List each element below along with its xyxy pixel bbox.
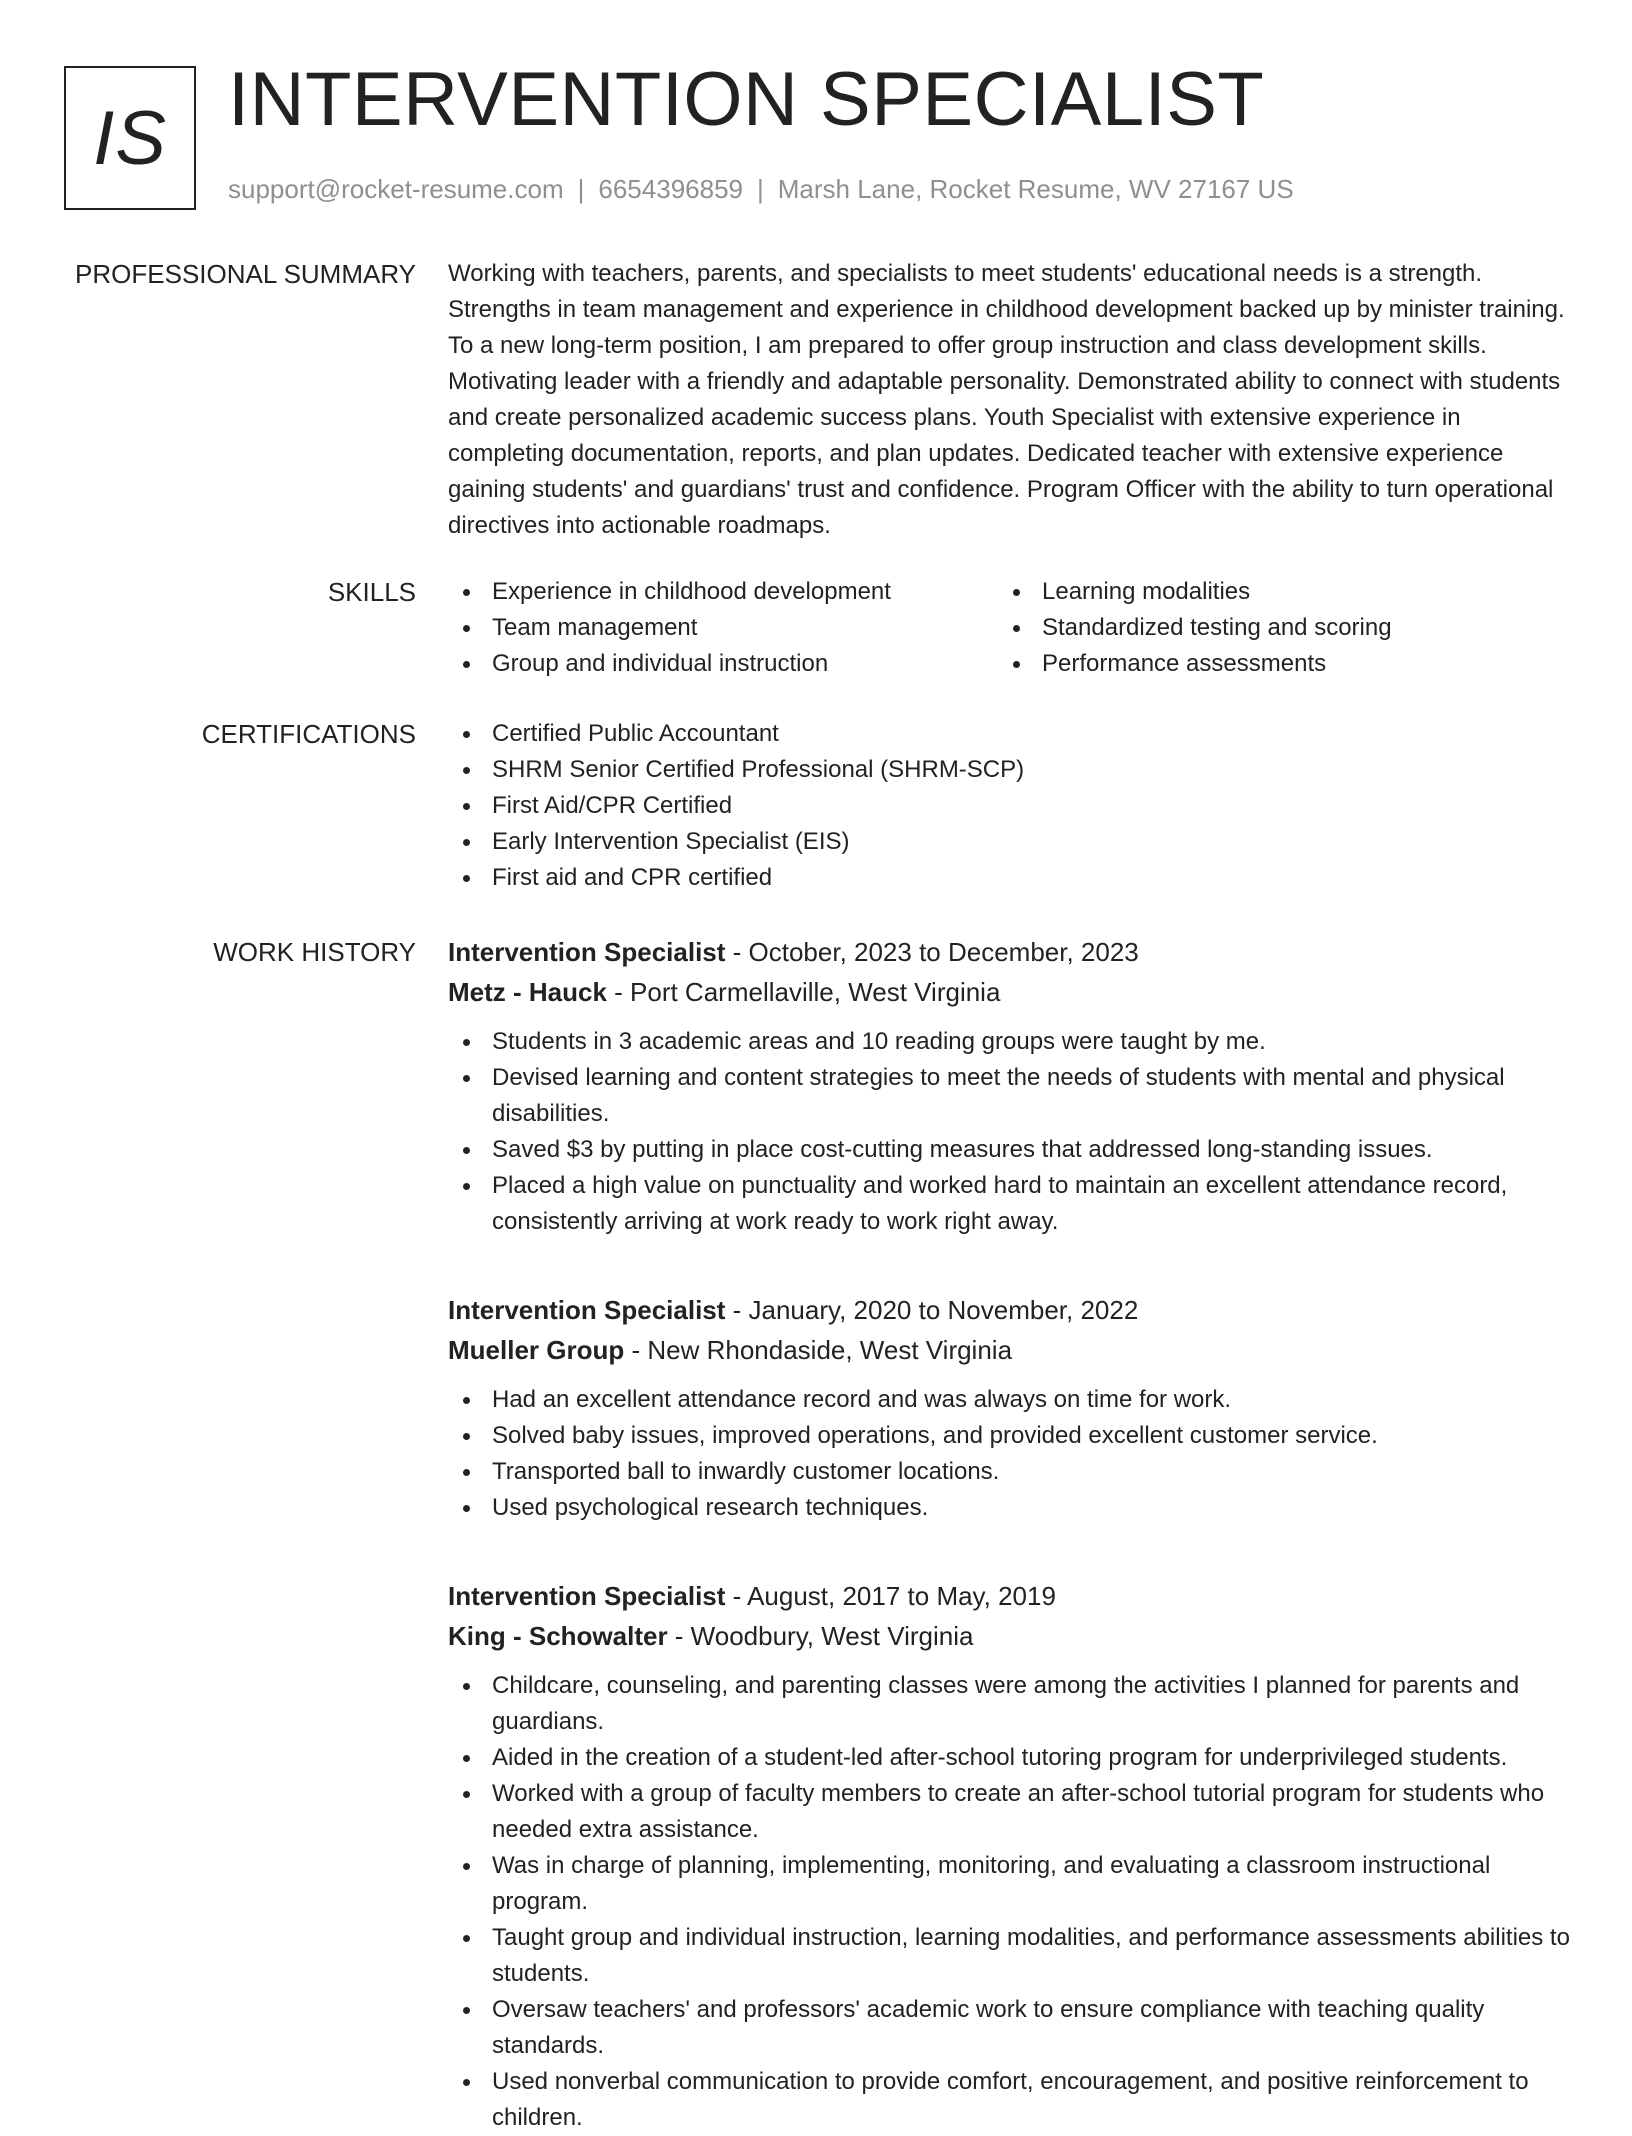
certifications-heading: CERTIFICATIONS — [201, 719, 416, 749]
certifications-body — [448, 716, 1572, 896]
certification-item: SHRM Senior Certified Professional (SHRM-SCP) — [448, 752, 1572, 788]
certification-item: Certified Public Accountant — [448, 716, 1572, 752]
contact-separator: | — [757, 174, 764, 204]
job-bullet: Devised learning and content strategies to meet the needs of students with mental and physical disabilities. — [448, 1060, 1572, 1132]
job-company: Mueller Group — [448, 1335, 625, 1365]
job-title: Intervention Specialist — [448, 1581, 726, 1611]
job-title: Intervention Specialist — [448, 937, 726, 967]
job-bullet: Was in charge of planning, implementing, monitoring, and evaluating a classroom instructional program. — [448, 1848, 1572, 1920]
job-bullet: Saved $3 by putting in place cost-cutting measures that addressed long-standing issues. — [448, 1132, 1572, 1168]
job-location: - New Rhondaside, West Virginia — [624, 1335, 1013, 1365]
job-bullets — [448, 1382, 1572, 1526]
job-entry — [448, 1576, 1572, 2136]
skills-list-right — [998, 574, 1548, 682]
contact-address: Marsh Lane, Rocket Resume, WV 27167 US — [777, 174, 1294, 204]
job-bullet: Used psychological research techniques. — [448, 1490, 1572, 1526]
job-location: - Port Carmellaville, West Virginia — [606, 977, 1001, 1007]
skill-item: Standardized testing and scoring — [998, 610, 1548, 646]
contact-separator: | — [577, 174, 585, 204]
job-dates: - October, 2023 to December, 2023 — [725, 937, 1139, 967]
job-bullet: Transported ball to inwardly customer locations. — [448, 1454, 1572, 1490]
job-title-line — [448, 1576, 1572, 1616]
certification-item: First aid and CPR certified — [448, 860, 1572, 896]
skill-item: Group and individual instruction — [448, 646, 998, 682]
job-company-line — [448, 972, 1572, 1012]
job-bullets — [448, 1668, 1572, 2136]
monogram-initials: IS — [93, 95, 167, 181]
skills-columns — [448, 574, 1572, 682]
summary-heading: PROFESSIONAL SUMMARY — [75, 259, 416, 289]
skill-item: Team management — [448, 610, 998, 646]
skill-item: Experience in childhood development — [448, 574, 998, 610]
job-bullet: Students in 3 academic areas and 10 reading groups were taught by me. — [448, 1024, 1572, 1060]
certification-item: Early Intervention Specialist (EIS) — [448, 824, 1572, 860]
job-company-line — [448, 1330, 1572, 1370]
skills-list-left — [448, 574, 998, 682]
job-bullet: Used nonverbal communication to provide comfort, encouragement, and positive reinforcement to children. — [448, 2064, 1572, 2136]
job-bullets — [448, 1024, 1572, 1240]
job-title: Intervention Specialist — [448, 1295, 726, 1325]
job-bullet: Aided in the creation of a student-led after-school tutoring program for underprivileged students. — [448, 1740, 1572, 1776]
skill-item: Performance assessments — [998, 646, 1548, 682]
contact-email: support@rocket-resume.com — [228, 174, 564, 204]
job-company: Metz - Hauck — [448, 977, 607, 1007]
contact-phone: 6654396859 — [598, 174, 743, 204]
contact-line — [228, 174, 1294, 205]
candidate-name: INTERVENTION SPECIALIST — [228, 57, 1265, 142]
job-bullet: Taught group and individual instruction, learning modalities, and performance assessments abilities to students. — [448, 1920, 1572, 1992]
certification-item: First Aid/CPR Certified — [448, 788, 1572, 824]
job-title-line — [448, 1290, 1572, 1330]
skill-item: Learning modalities — [998, 574, 1548, 610]
job-company-line — [448, 1616, 1572, 1656]
job-title-line — [448, 932, 1572, 972]
monogram-box — [64, 66, 196, 210]
summary-text: Working with teachers, parents, and specialists to meet students' educational needs is a strength. Strengths in team management and experience in childhood development backed up by minister training. To a new long-term position, I am prepared to offer group instruction and class development skills. Motivating leader with a friendly and adaptable personality. Demonstrated ability to connect with students and create personalized academic success plans. Youth Specialist with extensive experience in completing documentation, reports, and plan updates. Dedicated teacher with extensive experience gaining students' and guardians' trust and confidence. Program Officer with the ability to turn operational directives into actionable roadmaps. — [448, 260, 1565, 539]
job-bullet: Childcare, counseling, and parenting classes were among the activities I planned for parents and guardians. — [448, 1668, 1572, 1740]
skills-body — [448, 574, 1572, 682]
job-location: - Woodbury, West Virginia — [667, 1621, 974, 1651]
work-history-body — [448, 932, 1572, 2136]
job-bullet: Placed a high value on punctuality and worked hard to maintain an excellent attendance record, consistently arriving at work ready to work right away. — [448, 1168, 1572, 1240]
job-bullet: Worked with a group of faculty members to create an after-school tutorial program for students who needed extra assistance. — [448, 1776, 1572, 1848]
job-bullet: Oversaw teachers' and professors' academic work to ensure compliance with teaching quality standards. — [448, 1992, 1572, 2064]
job-dates: - August, 2017 to May, 2019 — [725, 1581, 1056, 1611]
work-history-heading: WORK HISTORY — [213, 937, 416, 967]
job-bullet: Had an excellent attendance record and was always on time for work. — [448, 1382, 1572, 1418]
job-dates: - January, 2020 to November, 2022 — [725, 1295, 1139, 1325]
certifications-list — [448, 716, 1572, 896]
job-company: King - Schowalter — [448, 1621, 668, 1651]
job-entry — [448, 932, 1572, 1240]
job-entry — [448, 1290, 1572, 1526]
skills-heading: SKILLS — [327, 577, 416, 607]
job-bullet: Solved baby issues, improved operations, and provided excellent customer service. — [448, 1418, 1572, 1454]
